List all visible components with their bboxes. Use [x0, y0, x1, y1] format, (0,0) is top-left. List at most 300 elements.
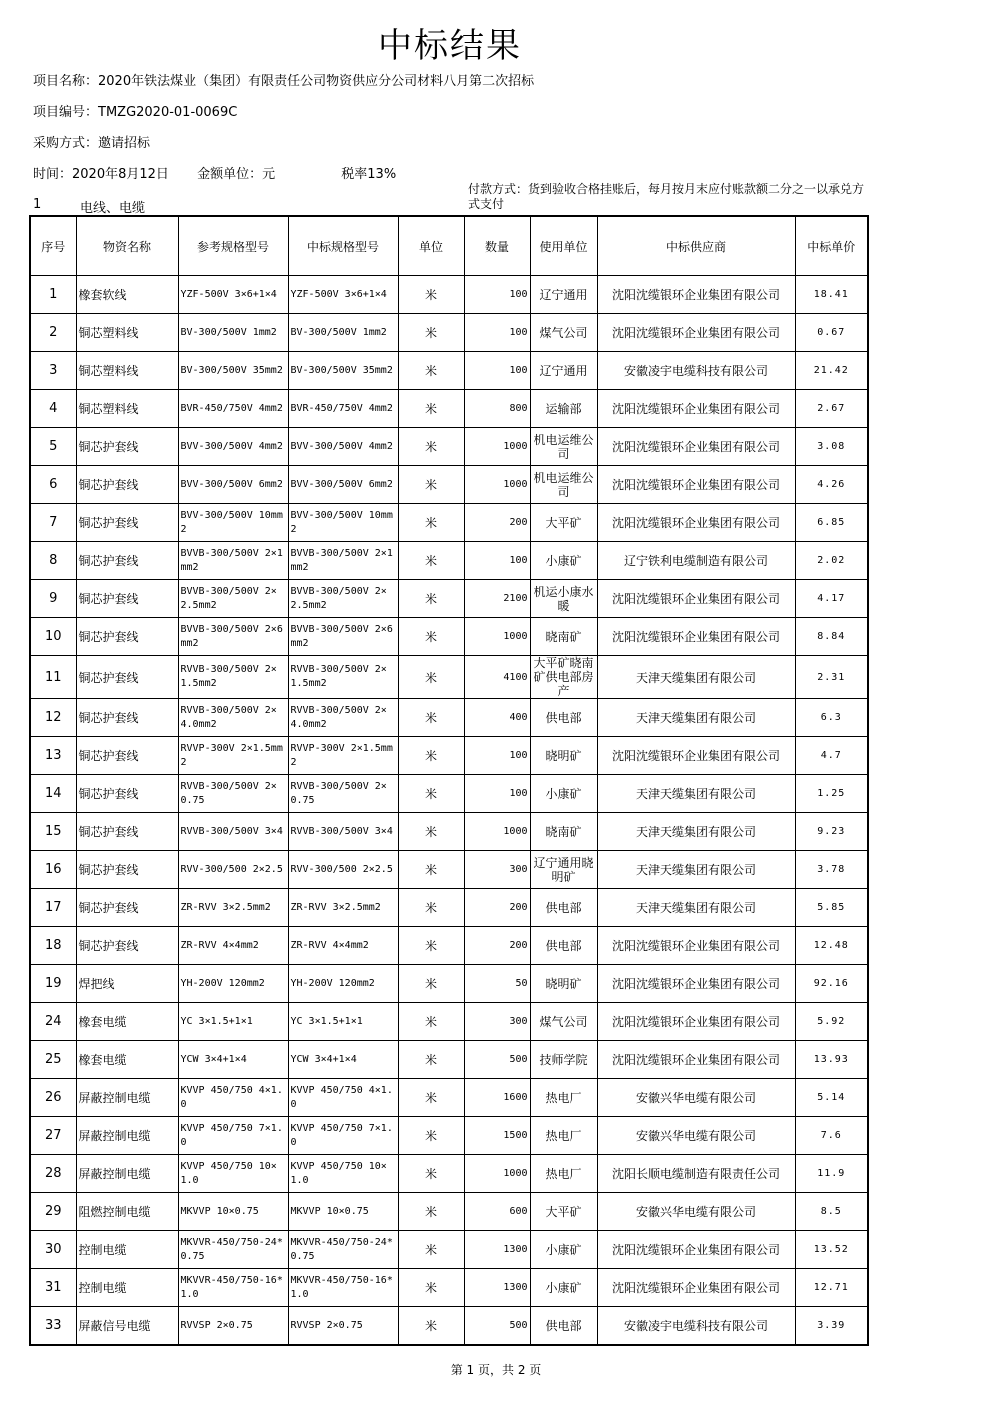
project-name: 项目名称：2020年铁法煤业（集团）有限责任公司物资供应分公司材料八月第二次招标: [33, 74, 535, 89]
row-no: 8: [30, 542, 76, 580]
header-bid-spec: 中标规格型号: [288, 216, 398, 276]
bid-spec: BV-300/500V 1mm2: [288, 314, 398, 352]
user-unit: 供电部: [530, 1307, 597, 1346]
bid-spec: BVV-300/500V 4mm2: [288, 428, 398, 466]
bid-spec: RVVB-300/500V 2×4.0mm2: [288, 699, 398, 737]
material-name: 阻燃控制电缆: [76, 1193, 178, 1231]
table-row: [30, 580, 868, 618]
unit-price: 4.26: [795, 466, 868, 504]
unit: 米: [398, 889, 464, 927]
user-unit: 供电部: [530, 699, 597, 737]
ref-spec: BVR-450/750V 4mm2: [178, 390, 288, 428]
row-no: 1: [30, 276, 76, 314]
quantity: 1500: [464, 1117, 530, 1155]
row-no: 31: [30, 1269, 76, 1307]
user-unit: 晓南矿: [530, 813, 597, 851]
ref-spec: RVVB-300/500V 2×0.75: [178, 775, 288, 813]
table-row: [30, 466, 868, 504]
header-quantity: 数量: [464, 216, 530, 276]
table-row: [30, 276, 868, 314]
row-no: 3: [30, 352, 76, 390]
user-unit: 小康矿: [530, 1269, 597, 1307]
bid-spec: RVVB-300/500V 2×0.75: [288, 775, 398, 813]
bid-spec: BVVB-300/500V 2×1mm2: [288, 542, 398, 580]
unit-price: 3.08: [795, 428, 868, 466]
quantity: 100: [464, 314, 530, 352]
bid-spec: ZR-RVV 3×2.5mm2: [288, 889, 398, 927]
quantity: 1300: [464, 1231, 530, 1269]
ref-spec: MKVVR-450/750-24*0.75: [178, 1231, 288, 1269]
supplier: 安徽凌宇电缆科技有限公司: [597, 1307, 795, 1346]
material-name: 铜芯护套线: [76, 889, 178, 927]
unit: 米: [398, 1307, 464, 1346]
currency-unit: 金额单位：元: [197, 167, 276, 182]
quantity: 800: [464, 390, 530, 428]
unit: 米: [398, 965, 464, 1003]
table-row: [30, 1193, 868, 1231]
ref-spec: BV-300/500V 1mm2: [178, 314, 288, 352]
unit-price: 6.3: [795, 699, 868, 737]
unit-price: 5.14: [795, 1079, 868, 1117]
table-row: [30, 1117, 868, 1155]
user-unit: 供电部: [530, 927, 597, 965]
bid-spec: RVVP-300V 2×1.5mm2: [288, 737, 398, 775]
table-body: [30, 276, 868, 1346]
unit-price: 5.85: [795, 889, 868, 927]
unit: 米: [398, 352, 464, 390]
material-name: 铜芯塑料线: [76, 314, 178, 352]
bid-spec: YCW 3×4+1×4: [288, 1041, 398, 1079]
user-unit: 小康矿: [530, 775, 597, 813]
quantity: 1000: [464, 618, 530, 656]
unit: 米: [398, 656, 464, 699]
row-no: 17: [30, 889, 76, 927]
unit-price: 21.42: [795, 352, 868, 390]
unit: 米: [398, 1231, 464, 1269]
quantity: 300: [464, 1003, 530, 1041]
unit: 米: [398, 699, 464, 737]
ref-spec: MKVVR-450/750-16*1.0: [178, 1269, 288, 1307]
user-unit: 煤气公司: [530, 1003, 597, 1041]
supplier: 沈阳沈缆银环企业集团有限公司: [597, 927, 795, 965]
ref-spec: BVV-300/500V 4mm2: [178, 428, 288, 466]
supplier: 沈阳沈缆银环企业集团有限公司: [597, 390, 795, 428]
ref-spec: BV-300/500V 35mm2: [178, 352, 288, 390]
unit: 米: [398, 737, 464, 775]
unit-price: 2.67: [795, 390, 868, 428]
bid-spec: RVVB-300/500V 2×1.5mm2: [288, 656, 398, 699]
row-no: 18: [30, 927, 76, 965]
user-unit: 辽宁通用: [530, 352, 597, 390]
page-footer: 第 1 页，共 2 页: [450, 1363, 542, 1377]
row-no: 2: [30, 314, 76, 352]
table-row: [30, 1003, 868, 1041]
material-name: 铜芯塑料线: [76, 390, 178, 428]
supplier: 沈阳沈缆银环企业集团有限公司: [597, 504, 795, 542]
ref-spec: KVVP 450/750 7×1.0: [178, 1117, 288, 1155]
material-name: 控制电缆: [76, 1231, 178, 1269]
table-row: [30, 390, 868, 428]
bid-spec: KVVP 450/750 7×1.0: [288, 1117, 398, 1155]
header-material-name: 物资名称: [76, 216, 178, 276]
user-unit: 机电运维公司: [530, 466, 597, 504]
ref-spec: RVVSP 2×0.75: [178, 1307, 288, 1346]
user-unit: 热电厂: [530, 1155, 597, 1193]
quantity: 200: [464, 927, 530, 965]
row-no: 19: [30, 965, 76, 1003]
material-name: 控制电缆: [76, 1269, 178, 1307]
table-row: [30, 1231, 868, 1269]
material-name: 铜芯护套线: [76, 428, 178, 466]
quantity: 200: [464, 889, 530, 927]
table-row: [30, 1079, 868, 1117]
quantity: 100: [464, 737, 530, 775]
unit-price: 18.41: [795, 276, 868, 314]
table-row: [30, 927, 868, 965]
unit: 米: [398, 1041, 464, 1079]
table-row: [30, 428, 868, 466]
table-row: [30, 1041, 868, 1079]
header-user-unit: 使用单位: [530, 216, 597, 276]
table-row: [30, 314, 868, 352]
unit: 米: [398, 618, 464, 656]
quantity: 300: [464, 851, 530, 889]
bid-spec: ZR-RVV 4×4mm2: [288, 927, 398, 965]
user-unit: 晓明矿: [530, 965, 597, 1003]
user-unit: 大平矿: [530, 1193, 597, 1231]
table-row: [30, 965, 868, 1003]
unit-price: 9.23: [795, 813, 868, 851]
bid-spec: YC 3×1.5+1×1: [288, 1003, 398, 1041]
row-no: 29: [30, 1193, 76, 1231]
table-row: [30, 737, 868, 775]
ref-spec: BVVB-300/500V 2×1mm2: [178, 542, 288, 580]
material-name: 屏蔽信号电缆: [76, 1307, 178, 1346]
project-number: 项目编号：TMZG2020-01-0069C: [33, 105, 238, 120]
bid-spec: KVVP 450/750 10×1.0: [288, 1155, 398, 1193]
ref-spec: KVVP 450/750 10×1.0: [178, 1155, 288, 1193]
section-name: 电线、电缆: [80, 201, 146, 216]
supplier: 沈阳沈缆银环企业集团有限公司: [597, 1269, 795, 1307]
unit: 米: [398, 390, 464, 428]
supplier: 天津天缆集团有限公司: [597, 656, 795, 699]
supplier: 沈阳沈缆银环企业集团有限公司: [597, 618, 795, 656]
supplier: 安徽凌宇电缆科技有限公司: [597, 352, 795, 390]
ref-spec: BVV-300/500V 6mm2: [178, 466, 288, 504]
unit: 米: [398, 276, 464, 314]
bid-spec: RVV-300/500 2×2.5: [288, 851, 398, 889]
supplier: 沈阳长顺电缆制造有限责任公司: [597, 1155, 795, 1193]
unit: 米: [398, 1079, 464, 1117]
unit-price: 3.78: [795, 851, 868, 889]
row-no: 7: [30, 504, 76, 542]
bid-spec: KVVP 450/750 4×1.0: [288, 1079, 398, 1117]
unit-price: 5.92: [795, 1003, 868, 1041]
material-name: 铜芯护套线: [76, 618, 178, 656]
bid-spec: YZF-500V 3×6+1×4: [288, 276, 398, 314]
unit: 米: [398, 927, 464, 965]
material-name: 焊把线: [76, 965, 178, 1003]
row-no: 12: [30, 699, 76, 737]
bid-spec: BVVB-300/500V 2×6mm2: [288, 618, 398, 656]
table-row: [30, 1307, 868, 1346]
quantity: 1000: [464, 813, 530, 851]
meta-line: [33, 163, 396, 182]
material-name: 屏蔽控制电缆: [76, 1079, 178, 1117]
unit: 米: [398, 1269, 464, 1307]
material-name: 铜芯护套线: [76, 504, 178, 542]
material-name: 屏蔽控制电缆: [76, 1117, 178, 1155]
unit-price: 1.25: [795, 775, 868, 813]
bid-spec: BVV-300/500V 6mm2: [288, 466, 398, 504]
material-name: 铜芯护套线: [76, 699, 178, 737]
section-number: 1: [33, 197, 42, 212]
quantity: 1000: [464, 466, 530, 504]
unit: 米: [398, 542, 464, 580]
user-unit: 晓南矿: [530, 618, 597, 656]
user-unit: 辽宁通用: [530, 276, 597, 314]
supplier: 沈阳沈缆银环企业集团有限公司: [597, 965, 795, 1003]
page-title: 中标结果: [378, 26, 522, 66]
supplier: 安徽兴华电缆有限公司: [597, 1193, 795, 1231]
quantity: 100: [464, 276, 530, 314]
supplier: 沈阳沈缆银环企业集团有限公司: [597, 1041, 795, 1079]
supplier: 沈阳沈缆银环企业集团有限公司: [597, 276, 795, 314]
row-no: 13: [30, 737, 76, 775]
bid-spec: MKVVR-450/750-16*1.0: [288, 1269, 398, 1307]
user-unit: 大平矿晓南矿供电部房产: [530, 656, 597, 699]
bid-spec: MKVVR-450/750-24*0.75: [288, 1231, 398, 1269]
quantity: 2100: [464, 580, 530, 618]
quantity: 4100: [464, 656, 530, 699]
ref-spec: YC 3×1.5+1×1: [178, 1003, 288, 1041]
bid-spec: BVR-450/750V 4mm2: [288, 390, 398, 428]
ref-spec: BVVB-300/500V 2×2.5mm2: [178, 580, 288, 618]
ref-spec: RVVP-300V 2×1.5mm2: [178, 737, 288, 775]
quantity: 1300: [464, 1269, 530, 1307]
user-unit: 辽宁通用晓明矿: [530, 851, 597, 889]
row-no: 9: [30, 580, 76, 618]
header-unit-price: 中标单价: [795, 216, 868, 276]
table-header-row: [30, 216, 868, 276]
row-no: 27: [30, 1117, 76, 1155]
unit-price: 4.17: [795, 580, 868, 618]
table-row: [30, 352, 868, 390]
supplier: 天津天缆集团有限公司: [597, 813, 795, 851]
row-no: 24: [30, 1003, 76, 1041]
unit-price: 2.02: [795, 542, 868, 580]
table-row: [30, 851, 868, 889]
unit-price: 13.52: [795, 1231, 868, 1269]
unit-price: 0.67: [795, 314, 868, 352]
ref-spec: YCW 3×4+1×4: [178, 1041, 288, 1079]
unit: 米: [398, 428, 464, 466]
supplier: 沈阳沈缆银环企业集团有限公司: [597, 1231, 795, 1269]
quantity: 500: [464, 1307, 530, 1346]
material-name: 铜芯护套线: [76, 737, 178, 775]
supplier: 天津天缆集团有限公司: [597, 699, 795, 737]
ref-spec: KVVP 450/750 4×1.0: [178, 1079, 288, 1117]
row-no: 26: [30, 1079, 76, 1117]
row-no: 11: [30, 656, 76, 699]
unit-price: 3.39: [795, 1307, 868, 1346]
ref-spec: ZR-RVV 3×2.5mm2: [178, 889, 288, 927]
material-name: 铜芯护套线: [76, 580, 178, 618]
unit-price: 4.7: [795, 737, 868, 775]
header-ref-spec: 参考规格型号: [178, 216, 288, 276]
unit-price: 12.48: [795, 927, 868, 965]
table-row: [30, 542, 868, 580]
material-name: 铜芯塑料线: [76, 352, 178, 390]
supplier: 天津天缆集团有限公司: [597, 889, 795, 927]
unit-price: 7.6: [795, 1117, 868, 1155]
row-no: 4: [30, 390, 76, 428]
ref-spec: ZR-RVV 4×4mm2: [178, 927, 288, 965]
unit-price: 92.16: [795, 965, 868, 1003]
user-unit: 晓明矿: [530, 737, 597, 775]
user-unit: 热电厂: [530, 1117, 597, 1155]
table-row: [30, 656, 868, 699]
row-no: 6: [30, 466, 76, 504]
unit: 米: [398, 851, 464, 889]
unit: 米: [398, 314, 464, 352]
bid-result-table: [29, 215, 869, 1346]
quantity: 1000: [464, 1155, 530, 1193]
table-row: [30, 1155, 868, 1193]
unit-price: 8.84: [795, 618, 868, 656]
bid-spec: MKVVP 10×0.75: [288, 1193, 398, 1231]
quantity: 400: [464, 699, 530, 737]
quantity: 1600: [464, 1079, 530, 1117]
ref-spec: YH-200V 120mm2: [178, 965, 288, 1003]
unit: 米: [398, 580, 464, 618]
bid-spec: RVVB-300/500V 3×4: [288, 813, 398, 851]
user-unit: 技师学院: [530, 1041, 597, 1079]
bid-spec: BVV-300/500V 10mm2: [288, 504, 398, 542]
supplier: 辽宁铁利电缆制造有限公司: [597, 542, 795, 580]
user-unit: 机运小康水暖: [530, 580, 597, 618]
material-name: 铜芯护套线: [76, 542, 178, 580]
table-row: [30, 504, 868, 542]
row-no: 30: [30, 1231, 76, 1269]
material-name: 铜芯护套线: [76, 927, 178, 965]
user-unit: 大平矿: [530, 504, 597, 542]
user-unit: 运输部: [530, 390, 597, 428]
unit: 米: [398, 813, 464, 851]
unit-price: 12.71: [795, 1269, 868, 1307]
row-no: 10: [30, 618, 76, 656]
unit-price: 2.31: [795, 656, 868, 699]
row-no: 33: [30, 1307, 76, 1346]
table-row: [30, 618, 868, 656]
material-name: 铜芯护套线: [76, 851, 178, 889]
ref-spec: BVV-300/500V 10mm2: [178, 504, 288, 542]
material-name: 橡套软线: [76, 276, 178, 314]
ref-spec: RVVB-300/500V 2×4.0mm2: [178, 699, 288, 737]
supplier: 沈阳沈缆银环企业集团有限公司: [597, 314, 795, 352]
unit: 米: [398, 1117, 464, 1155]
quantity: 600: [464, 1193, 530, 1231]
supplier: 安徽兴华电缆有限公司: [597, 1117, 795, 1155]
user-unit: 煤气公司: [530, 314, 597, 352]
ref-spec: RVV-300/500 2×2.5: [178, 851, 288, 889]
supplier: 天津天缆集团有限公司: [597, 775, 795, 813]
row-no: 5: [30, 428, 76, 466]
user-unit: 机电运维公司: [530, 428, 597, 466]
date-text: 时间：2020年8月12日: [33, 167, 169, 182]
material-name: 橡套电缆: [76, 1003, 178, 1041]
material-name: 铜芯护套线: [76, 466, 178, 504]
quantity: 500: [464, 1041, 530, 1079]
quantity: 1000: [464, 428, 530, 466]
table-row: [30, 813, 868, 851]
unit-price: 6.85: [795, 504, 868, 542]
bid-spec: YH-200V 120mm2: [288, 965, 398, 1003]
procurement-method: 采购方式：邀请招标: [33, 136, 151, 151]
user-unit: 热电厂: [530, 1079, 597, 1117]
supplier: 沈阳沈缆银环企业集团有限公司: [597, 580, 795, 618]
table-row: [30, 699, 868, 737]
row-no: 15: [30, 813, 76, 851]
bid-spec: BV-300/500V 35mm2: [288, 352, 398, 390]
unit: 米: [398, 1003, 464, 1041]
row-no: 16: [30, 851, 76, 889]
quantity: 100: [464, 542, 530, 580]
material-name: 橡套电缆: [76, 1041, 178, 1079]
ref-spec: BVVB-300/500V 2×6mm2: [178, 618, 288, 656]
unit-price: 13.93: [795, 1041, 868, 1079]
tax-rate: 税率13%: [341, 167, 397, 182]
table-row: [30, 775, 868, 813]
quantity: 100: [464, 352, 530, 390]
table-row: [30, 889, 868, 927]
row-no: 25: [30, 1041, 76, 1079]
material-name: 铜芯护套线: [76, 813, 178, 851]
supplier: 沈阳沈缆银环企业集团有限公司: [597, 466, 795, 504]
unit-price: 11.9: [795, 1155, 868, 1193]
supplier: 安徽兴华电缆有限公司: [597, 1079, 795, 1117]
material-name: 屏蔽控制电缆: [76, 1155, 178, 1193]
unit: 米: [398, 775, 464, 813]
supplier: 沈阳沈缆银环企业集团有限公司: [597, 428, 795, 466]
material-name: 铜芯护套线: [76, 656, 178, 699]
row-no: 28: [30, 1155, 76, 1193]
quantity: 100: [464, 775, 530, 813]
quantity: 50: [464, 965, 530, 1003]
unit: 米: [398, 1193, 464, 1231]
payment-terms: 付款方式：货到验收合格挂账后，每月按月末应付账款额二分之一以承兑方式支付: [468, 182, 865, 211]
material-name: 铜芯护套线: [76, 775, 178, 813]
unit: 米: [398, 466, 464, 504]
supplier: 沈阳沈缆银环企业集团有限公司: [597, 737, 795, 775]
bid-spec: BVVB-300/500V 2×2.5mm2: [288, 580, 398, 618]
header-supplier: 中标供应商: [597, 216, 795, 276]
unit: 米: [398, 1155, 464, 1193]
table-row: [30, 1269, 868, 1307]
supplier: 沈阳沈缆银环企业集团有限公司: [597, 1003, 795, 1041]
user-unit: 小康矿: [530, 1231, 597, 1269]
ref-spec: YZF-500V 3×6+1×4: [178, 276, 288, 314]
ref-spec: MKVVP 10×0.75: [178, 1193, 288, 1231]
ref-spec: RVVB-300/500V 3×4: [178, 813, 288, 851]
header-unit: 单位: [398, 216, 464, 276]
supplier: 天津天缆集团有限公司: [597, 851, 795, 889]
header-no: 序号: [30, 216, 76, 276]
row-no: 14: [30, 775, 76, 813]
user-unit: 小康矿: [530, 542, 597, 580]
quantity: 200: [464, 504, 530, 542]
user-unit: 供电部: [530, 889, 597, 927]
